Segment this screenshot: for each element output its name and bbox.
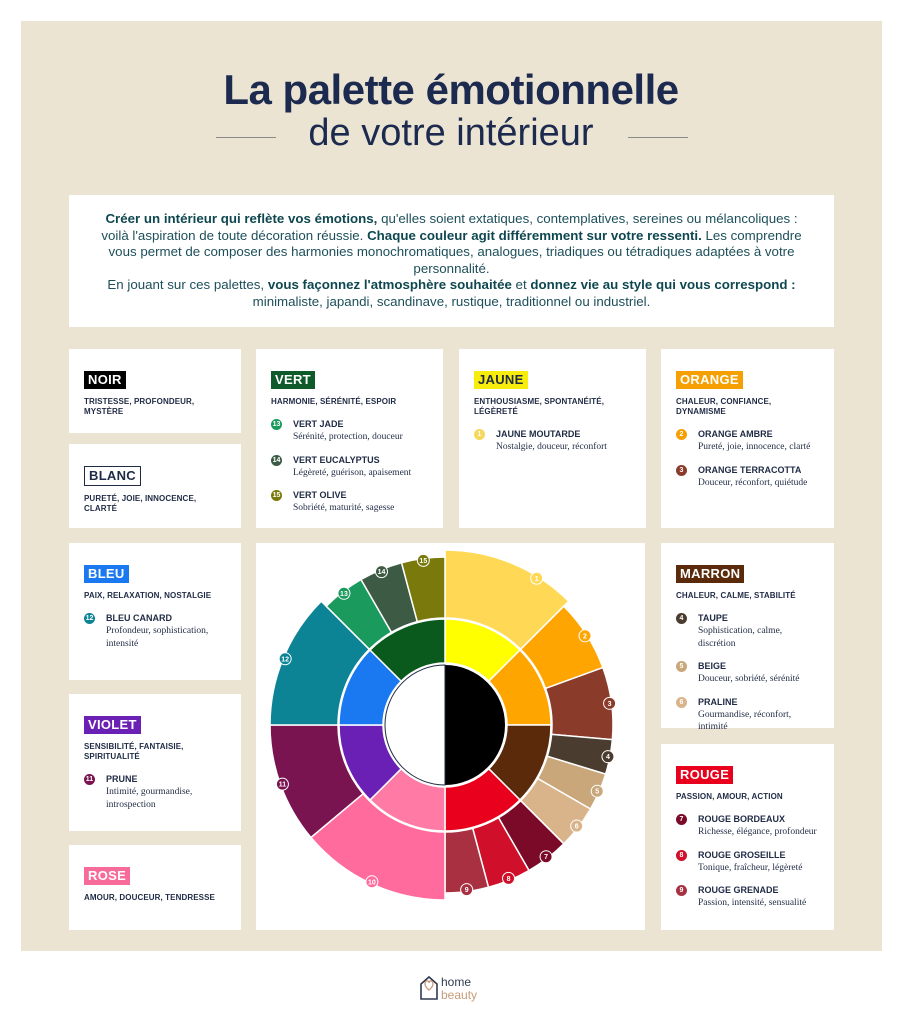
shade-name: JAUNE MOUTARDE [496,429,581,439]
shade-name: VERT JADE [293,419,344,429]
wheel-number-label: 4 [605,754,610,762]
shade-item [271,455,429,480]
shade-item [271,490,429,515]
logo-text-home: home [441,975,472,989]
card-jaune [459,349,646,528]
shade-description: Douceur, sobriété, sérénité [698,674,800,684]
card-rose [69,845,241,930]
card-bleu [69,543,241,680]
violet-tag: VIOLET [84,716,141,734]
intro-p1-bold: Créer un intérieur qui reflète vos émotions, [105,211,378,226]
card-violet [69,694,241,831]
shade-name: VERT EUCALYPTUS [293,454,380,465]
wheel-number-label: 12 [281,656,290,664]
shade-description: Sobriété, maturité, sagesse [293,503,395,513]
shade-item [676,697,820,734]
card-orange [661,349,834,528]
shade-item [676,465,820,490]
shade-number-badge: 11 [85,776,94,783]
shade-number-badge: 2 [676,429,687,440]
wheel-number-badge [279,653,291,665]
wheel-number-badge [417,554,429,566]
shade-number-badge: 12 [85,615,94,622]
vert-tag: VERT [271,371,315,389]
rose-tag: ROSE [84,867,130,885]
shade-item [84,613,227,650]
shade-number-badge: 9 [676,885,687,896]
wheel-number-label: 2 [583,633,587,641]
shade-item [474,429,632,454]
wheel-number-badge [571,820,583,832]
card-noir [69,349,241,433]
page-title: La palette émotionnelle [223,66,679,113]
marron-keywords: CHALEUR, CALME, STABILITÉ [676,591,796,600]
intro-p3-bold1: vous façonnez l'atmosphère souhaitée [267,277,512,293]
shade-description: Gourmandise, réconfort, intimité [698,709,792,732]
intro-p1: qu'elles soient extatiques, contemplatives, sereines ou mélancoliques : voilà l'aspiration de toute décoration réussie. [101,211,798,243]
wheel-number-label: 3 [607,700,612,708]
blanc-keywords: PURETÉ, JOIE, INNOCENCE, CLARTÉ [84,494,197,513]
wheel-number-badge [461,884,473,896]
intro-p2: Les comprendre vous permet de composer des harmonies monochromatiques, analogues, triadiques ou tétradiques adaptées à votre personnalité. [108,227,802,276]
noir-tag: NOIR [84,371,126,389]
shade-number-badge: 3 [676,465,687,476]
wheel-number-badge [366,876,378,888]
intro-p3-bold2: donnez vie au style qui vous correspond : [530,277,796,293]
shade-number-badge: 7 [676,814,687,825]
shade-name: BEIGE [698,661,727,671]
wheel-number-label: 15 [419,557,428,565]
card-marron [661,543,834,732]
shade-number-badge: 6 [676,697,687,708]
wheel-number-badge [276,778,288,790]
wheel-number-badge [579,630,591,642]
shade-item [676,661,820,686]
wheel-number-label: 10 [367,879,376,887]
wheel-number-badge [591,785,603,797]
shade-name: ROUGE GROSEILLE [698,849,786,860]
vert-keywords: HARMONIE, SÉRÉNITÉ, ESPOIR [271,397,397,406]
intro-p3-mid: et [511,277,531,293]
wheel-number-badge [531,572,543,584]
wheel-number-label: 14 [377,569,386,577]
orange-keywords: CHALEUR, CONFIANCE, DYNAMISME [676,397,772,416]
wheel-number-label: 13 [340,590,348,598]
shade-description: Sophistication, calme, discrétion [698,626,783,649]
intro-p3-end: minimaliste, japandi, scandinave, rustique, traditionnel ou industriel. [252,293,651,309]
shade-number-badge: 5 [676,661,687,672]
shade-item [676,885,820,910]
shade-number-badge: 4 [676,613,687,624]
shade-name: ROUGE BORDEAUX [698,814,786,824]
shade-name: TAUPE [698,613,728,623]
shade-item [676,850,820,875]
color-wheel-card [256,543,645,930]
shade-name: ROUGE GRENADE [698,885,779,895]
noir-keywords: TRISTESSE, PROFONDEUR, MYSTÈRE [84,397,195,416]
shade-number-badge: 8 [676,850,687,861]
rouge-tag: ROUGE [676,766,733,784]
heart-icon [425,981,433,990]
wheel-number-label: 9 [464,887,469,895]
shade-name: PRALINE [698,696,738,707]
shade-number-badge: 14 [272,456,281,464]
rouge-keywords: PASSION, AMOUR, ACTION [676,792,783,801]
shade-description: Sérénité, protection, douceur [293,432,403,442]
bleu-tag: BLEU [84,565,129,583]
shade-description: Intimité, gourmandise, introspection [106,787,193,810]
shade-description: Tonique, fraîcheur, légèreté [698,862,803,873]
shade-name: ORANGE TERRACOTTA [698,464,802,475]
house-icon [421,977,437,999]
wheel-number-label: 1 [534,575,539,583]
shade-description: Pureté, joie, innocence, clarté [698,442,811,452]
shade-description: Nostalgie, douceur, réconfort [496,442,607,452]
shade-number-badge: 1 [474,429,485,440]
wheel-number-badge [540,851,552,863]
logo-text-beauty: beauty [441,988,478,1002]
card-rouge [661,744,834,930]
jaune-tag: JAUNE [474,371,528,389]
card-vert [256,349,443,528]
wheel-number-badge [503,872,515,884]
jaune-keywords: ENTHOUSIASME, SPONTANÉITÉ, LÉGÈRETÉ [474,397,605,416]
shade-description: Profondeur, sophistication, intensité [106,626,209,649]
shade-name: ORANGE AMBRE [698,429,773,439]
wheel-number-label: 8 [506,875,511,883]
shade-item [676,814,820,839]
shade-item [84,774,227,811]
wheel-number-label: 7 [544,854,549,862]
marron-tag: MARRON [676,565,744,583]
intro-p2-bold: Chaque couleur agit différemment sur votre ressenti. [367,227,702,243]
shade-description: Légèreté, guérison, apaisement [293,467,412,478]
wheel-number-badge [604,697,616,709]
bleu-keywords: PAIX, RELAXATION, NOSTALGIE [84,591,212,600]
intro-p3: En jouant sur ces palettes, [107,277,268,293]
shade-description: Douceur, réconfort, quiétude [698,477,808,488]
wheel-number-label: 6 [574,823,579,831]
intro-text [69,195,834,327]
wheel-number-label: 5 [595,788,600,796]
wheel-number-badge [602,751,614,763]
shade-item [676,613,820,650]
color-wheel [256,543,645,930]
wheel-number-label: 11 [278,781,287,789]
orange-tag: ORANGE [676,371,743,389]
blanc-tag: BLANC [84,466,141,486]
shade-number-badge: 15 [272,492,281,499]
title-rule-right [628,137,688,138]
shade-description: Richesse, élégance, profondeur [698,827,817,837]
shade-item [271,419,429,444]
shade-description: Passion, intensité, sensualité [698,898,807,908]
page-subtitle: de votre intérieur [308,112,594,154]
rose-keywords: AMOUR, DOUCEUR, TENDRESSE [84,893,215,902]
card-blanc [69,444,241,528]
shade-name: BLEU CANARD [106,613,172,623]
wheel-number-badge [375,566,387,578]
shade-number-badge: 13 [272,421,281,428]
violet-keywords: SENSIBILITÉ, FANTAISIE, SPIRITUALITÉ [84,742,184,761]
wheel-number-badge [338,587,350,599]
shade-name: PRUNE [106,774,138,784]
shade-name: VERT OLIVE [293,490,347,500]
shade-item [676,429,820,454]
